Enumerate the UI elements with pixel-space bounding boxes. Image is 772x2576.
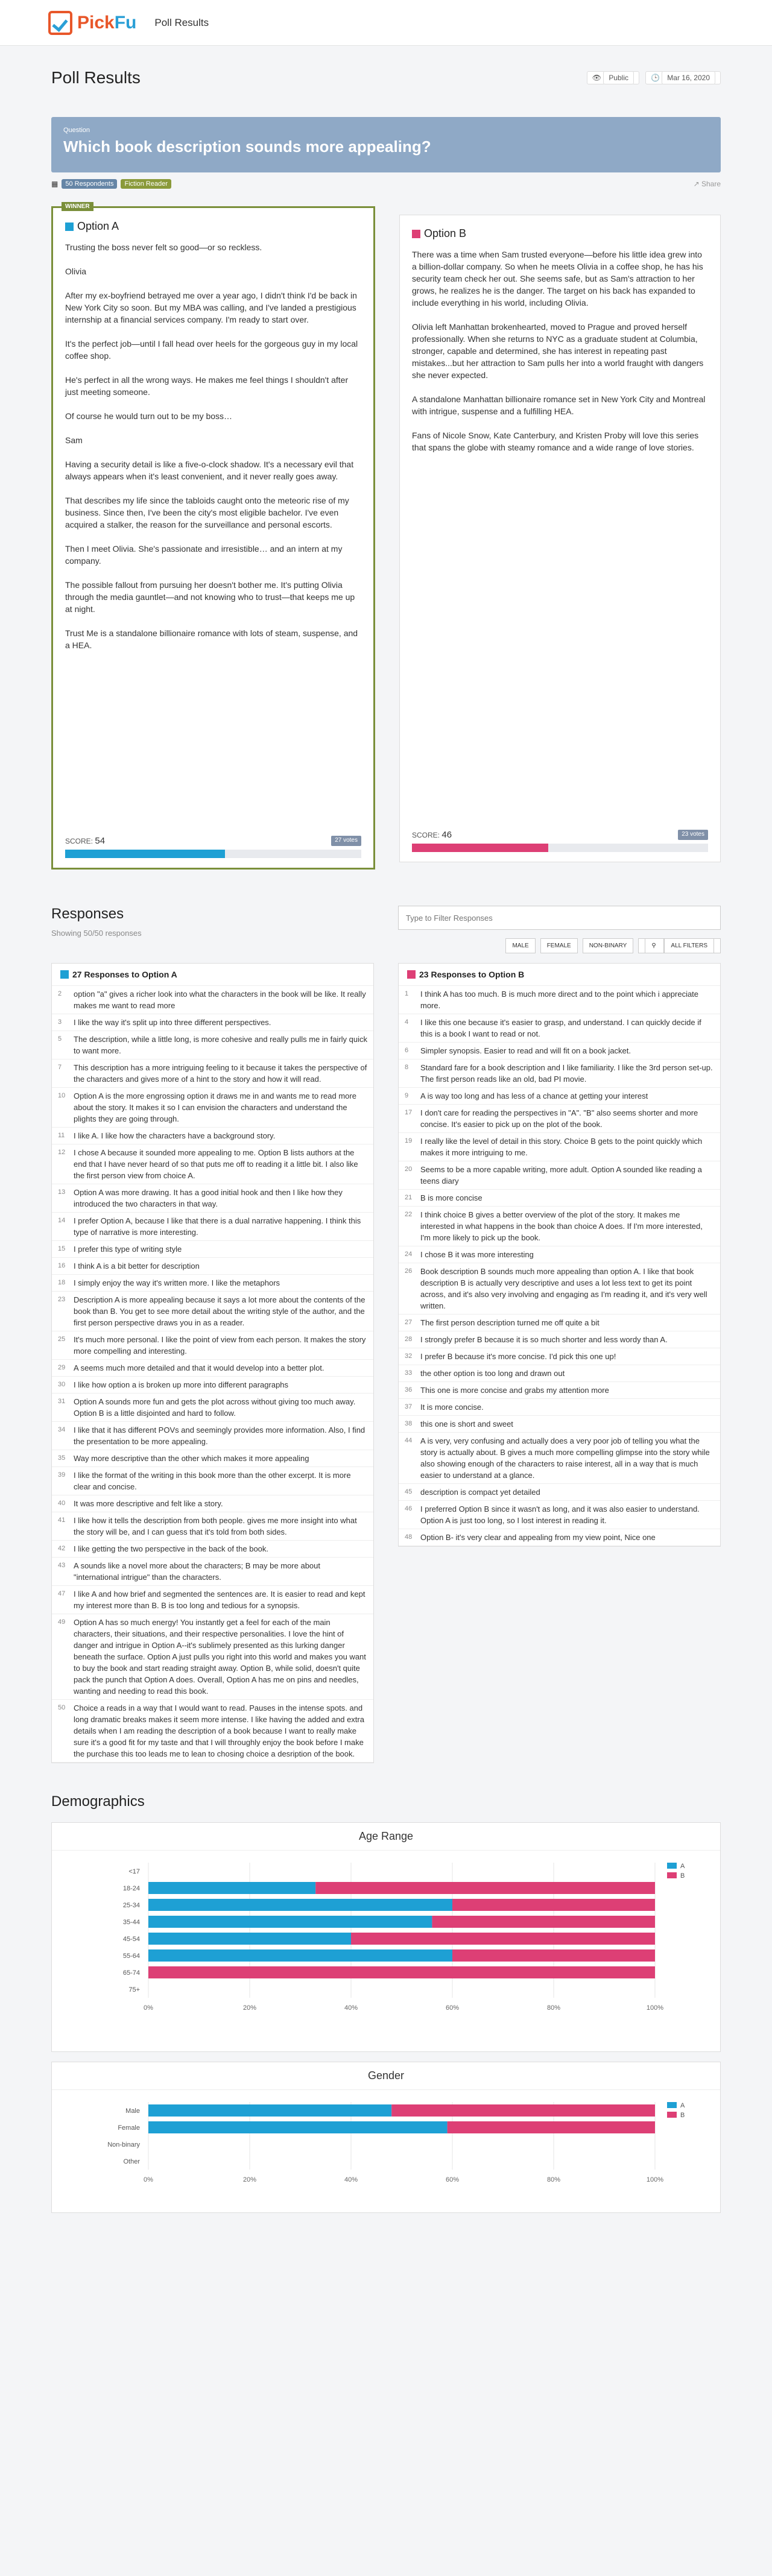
bar-segment-b-65-74[interactable] [148, 1966, 655, 1978]
response-text: Standard fare for a book description and I like familiarity. I like the 3rd person set-up. The first person reads like an old, bad PI movie. [420, 1063, 713, 1084]
response-item [399, 1365, 720, 1382]
response-item [52, 1495, 373, 1512]
logo-text-fu: Fu [114, 12, 137, 33]
response-number: 21 [405, 1194, 413, 1201]
age-chart-title: Age Range [52, 1823, 720, 1851]
response-number: 30 [58, 1381, 66, 1388]
option-a-responses-title: 27 Responses to Option A [72, 970, 177, 979]
response-item [52, 1031, 373, 1059]
response-text: Book description B sounds much more appealing than option A. I like that book description B is actually very descriptive and uses a lot less text to get its point across, and it's also very involving and engaging as I'm reading it, and it's very well written. [420, 1267, 707, 1310]
response-number: 32 [405, 1353, 413, 1360]
response-item [399, 986, 720, 1014]
respondents-icon: ▦ [51, 180, 59, 188]
response-text: It is more concise. [420, 1403, 484, 1412]
category-label: Non-binary [107, 2141, 140, 2148]
x-tick-label: 60% [445, 2176, 460, 2183]
response-item [399, 1059, 720, 1088]
option-b-score-bar [412, 844, 708, 852]
legend-label: A [680, 1863, 685, 1870]
response-number: 28 [405, 1336, 413, 1343]
response-number: 20 [405, 1166, 413, 1173]
legend-label: B [680, 1872, 685, 1880]
response-text: I prefer B because it's more concise. I'd pick this one up! [420, 1352, 616, 1361]
response-item [52, 1360, 373, 1377]
response-text: Option A is the more engrossing option it draws me in and wants me to read more about the story. It makes it so I can envision the characters and understand the plights they are going through. [74, 1091, 356, 1123]
response-number: 16 [58, 1262, 66, 1269]
response-text: Option B- it's very clear and appealing from my view point, Nice one [420, 1533, 656, 1542]
response-number: 8 [405, 1064, 409, 1071]
response-item [399, 1416, 720, 1433]
response-text: It was more descriptive and felt like a story. [74, 1499, 223, 1508]
response-item [399, 1207, 720, 1246]
option-b-title: Option B [424, 227, 467, 239]
response-item [52, 1422, 373, 1450]
response-text: Simpler synopsis. Easier to read and will fit on a book jacket. [420, 1046, 631, 1055]
category-label: 35-44 [122, 1919, 140, 1926]
response-item [52, 1258, 373, 1275]
response-item [52, 1088, 373, 1128]
option-a-paragraph: Sam [65, 435, 83, 445]
logo-text-pick: Pick [77, 12, 115, 33]
question-text: Which book description sounds more appealing? [63, 137, 431, 156]
option-a-paragraph: Having a security detail is like a five-o-clock shadow. It's a necessary evil that always appears when it's least convenient, and it never really goes away. [65, 459, 354, 481]
response-text: I think A has too much. B is much more direct and to the point which i appreciate more. [420, 990, 699, 1010]
share-label: Share [701, 180, 721, 188]
option-b-paragraph: Olivia left Manhattan brokenhearted, moved to Prague and proved herself professionally. When she returns to NYC as a graduate student at Columbia, stronger, capable and determined, she has interest in repeating past mistakes...but her attraction to Sam pulls her into a world fraught with dangers she never expected. [412, 322, 704, 380]
legend-label: A [680, 2102, 685, 2109]
response-number: 11 [58, 1132, 65, 1139]
option-a-votes: 27 votes [331, 836, 361, 846]
response-text: I like how it tells the description from both people. gives me more insight into what the story will be, and I can guess that it's told from both sides. [74, 1516, 357, 1536]
option-b-responses-title: 23 Responses to Option B [419, 970, 525, 979]
date-badge: 🕒 Mar 16, 2020 [645, 71, 721, 84]
option-a-color-swatch [65, 223, 74, 231]
response-text: I like A. I like how the characters have a background story. [74, 1131, 276, 1140]
response-number: 36 [405, 1386, 413, 1394]
gender-chart [51, 2062, 721, 2213]
response-text: I prefer Option A, because I like that there is a dual narrative happening. I think this type of narrative is more interesting. [74, 1216, 361, 1237]
responses-count: Showing 50/50 responses [51, 929, 142, 938]
demographics-title: Demographics [51, 1793, 145, 1810]
response-item [399, 1433, 720, 1484]
response-item [52, 1512, 373, 1541]
response-item [399, 1088, 720, 1105]
bar-segment-b-25-34[interactable] [452, 1899, 655, 1911]
response-number: 17 [405, 1109, 413, 1116]
response-number: 33 [405, 1369, 413, 1377]
response-text: description is compact yet detailed [420, 1488, 540, 1497]
response-text: I like the way it's split up into three different perspectives. [74, 1018, 271, 1027]
response-number: 1 [405, 990, 409, 997]
option-a-paragraph: After my ex-boyfriend betrayed me over a year ago, I didn't think I'd be back in New York City so soon. But my MBA was calling, and I've landed a prestigious internship at a financial services company. I'm ready to start over. [65, 291, 357, 324]
response-item [52, 1241, 373, 1258]
response-number: 31 [58, 1398, 66, 1405]
option-a-paragraph: That describes my life since the tabloids caught onto the meteoric rise of my business. Since then, I've been the city's most eligible bachelor. I've even acquired a stalker, the reason for the surveillance and personal escorts. [65, 496, 349, 529]
response-item [399, 1133, 720, 1161]
response-number: 37 [405, 1403, 413, 1410]
response-text: I think choice B gives a better overview of the plot of the story. It makes me interested in what happens in the book than choice A does. If I'm more interested, I'm more likely to pick up the book. [420, 1210, 703, 1242]
response-text: I preferred Option B since it wasn't as long, and it was also easier to understand. Option A is just too long, so I lost interest in reading it. [420, 1504, 700, 1525]
filter-icon: ⚲ [645, 938, 664, 953]
response-number: 44 [405, 1437, 413, 1444]
pickfu-logo[interactable] [48, 11, 136, 35]
option-b-score-fill [412, 844, 548, 852]
response-item [399, 1399, 720, 1416]
bar-segment-b-female[interactable] [448, 2121, 655, 2133]
response-text: I like the format of the writing in this book more than the other excerpt. It is more clear and concise. [74, 1471, 351, 1491]
respondents-tag[interactable]: 50 Respondents [62, 179, 117, 189]
response-number: 6 [405, 1047, 409, 1054]
x-tick-label: 60% [445, 2004, 460, 2012]
category-label: 45-54 [122, 1936, 140, 1943]
option-a-score-value: 54 [95, 836, 106, 846]
response-text: This description has a more intriguing feeling to it because it takes the perspective of the characters and gives more of a hint to the story and how it will read. [74, 1063, 367, 1084]
category-label: 25-34 [122, 1902, 140, 1909]
option-a-score-fill [65, 850, 225, 858]
bar-segment-a-35-44[interactable] [148, 1916, 432, 1928]
response-text: I chose B it was more interesting [420, 1250, 534, 1259]
option-a-paragraph: It's the perfect job—until I fall head over heels for the gorgeous guy in my local coffee shop. [65, 339, 358, 361]
response-number: 23 [58, 1296, 66, 1303]
option-a-paragraph: Trusting the boss never felt so good—or so reckless. [65, 242, 262, 252]
option-b-score-label: SCORE: [412, 831, 440, 839]
response-item [399, 1161, 720, 1190]
response-number: 13 [58, 1189, 66, 1196]
response-item [52, 1541, 373, 1558]
question-banner [51, 117, 721, 172]
response-number: 43 [58, 1562, 66, 1569]
response-number: 2 [58, 990, 62, 997]
option-b-responses-list [398, 963, 721, 1547]
option-a-paragraph: Then I meet Olivia. She's passionate and irresistible… and an intern at my company. [65, 544, 343, 566]
response-item [399, 1529, 720, 1546]
x-tick-label: 0% [144, 2176, 153, 2183]
option-b-color-swatch [412, 230, 420, 238]
response-item [399, 1014, 720, 1043]
response-item [399, 1043, 720, 1059]
x-tick-label: 100% [646, 2176, 664, 2183]
response-text: I like A and how brief and segmented the sentences are. It is easier to read and kept my interest more than B. B is too long and tedious for a synopsis. [74, 1589, 365, 1610]
response-item [399, 1382, 720, 1399]
bar-segment-b-35-44[interactable] [432, 1916, 655, 1928]
response-text: A seems much more detailed and that it would develop into a better plot. [74, 1363, 324, 1372]
category-label: Male [125, 2107, 140, 2115]
response-item [52, 1450, 373, 1467]
option-a-card [51, 203, 375, 870]
response-text: this one is short and sweet [420, 1419, 513, 1428]
all-filters-button[interactable] [638, 938, 721, 953]
response-number: 45 [405, 1488, 413, 1495]
response-item [52, 1184, 373, 1213]
category-label: 65-74 [122, 1969, 140, 1977]
response-number: 3 [58, 1018, 62, 1026]
response-number: 42 [58, 1545, 66, 1552]
option-b-list-swatch [407, 970, 416, 979]
responses-title: Responses [51, 906, 124, 922]
category-label: Other [123, 2158, 140, 2165]
top-navbar [0, 0, 772, 46]
gender-chart-title: Gender [52, 2062, 720, 2090]
option-b-card [399, 215, 721, 862]
response-text: Seems to be a more capable writing, more adult. Option A sounded like reading a teens diary [420, 1165, 702, 1185]
bar-segment-a-25-34[interactable] [148, 1899, 452, 1911]
response-item [399, 1484, 720, 1501]
response-text: I prefer this type of writing style [74, 1245, 182, 1254]
nav-title: Poll Results [154, 16, 209, 28]
response-text: B is more concise [420, 1193, 482, 1202]
bar-segment-a-male[interactable] [148, 2104, 391, 2117]
response-item [52, 1700, 373, 1763]
option-a-score [65, 836, 105, 846]
category-label: <17 [128, 1868, 140, 1875]
option-a-paragraph: He's perfect in all the wrong ways. He makes me feel things I shouldn't after just meeting someone. [65, 375, 349, 397]
response-text: I strongly prefer B because it is so much shorter and less wordy than A. [420, 1335, 668, 1344]
bar-segment-a-55-64[interactable] [148, 1949, 452, 1962]
response-text: A is way too long and has less of a chance at getting your interest [420, 1091, 648, 1100]
response-item [52, 1586, 373, 1614]
response-item [399, 1263, 720, 1315]
response-number: 4 [405, 1018, 409, 1026]
response-number: 48 [405, 1533, 413, 1541]
response-number: 9 [405, 1092, 409, 1099]
option-a-list-swatch [60, 970, 69, 979]
option-b-paragraph: There was a time when Sam trusted everyone—before his little idea grew into a billion-dollar company. So when he meets Olivia in a coffee shop, he has his security team check her out. She seems safe, but as Sam's attraction to her grows, he realizes he is the danger. The target on his back has expanded to include everything in his world, including Olivia. [412, 250, 703, 308]
audience-tag[interactable]: Fiction Reader [121, 179, 171, 189]
gender-bar-chart [52, 2090, 720, 2211]
option-a-paragraph: Trust Me is a standalone billionaire romance with lots of steam, suspense, and a HEA. [65, 628, 358, 650]
option-a-paragraph: Olivia [65, 267, 87, 276]
response-item [52, 1128, 373, 1144]
response-number: 46 [405, 1505, 413, 1512]
response-text: Way more descriptive than the other which makes it more appealing [74, 1454, 309, 1463]
response-text: Option A sounds more fun and gets the plot across without giving too much away. Option B is a little disjointed and hard to follow. [74, 1397, 356, 1418]
response-item [52, 1331, 373, 1360]
option-b-paragraph: Fans of Nicole Snow, Kate Canterbury, and Kristen Proby will love this series that spans the globe with steamy romance and a wide range of love stories. [412, 431, 699, 452]
date-text: Mar 16, 2020 [662, 71, 715, 84]
x-tick-label: 20% [242, 2176, 257, 2183]
response-item [399, 1105, 720, 1133]
bar-segment-b-18-24[interactable] [315, 1882, 655, 1894]
x-tick-label: 80% [546, 2004, 561, 2012]
response-text: I think A is a bit better for description [74, 1261, 200, 1271]
option-a-title: Option A [77, 220, 119, 232]
age-range-chart [51, 1822, 721, 2052]
response-text: Description A is more appealing because it says a lot more about the contents of the book than B. You get to see more detail about the writing style of the author, and the first person perspective draws you in as a reader. [74, 1295, 365, 1327]
legend-swatch-b [667, 2112, 677, 2118]
x-tick-label: 20% [242, 2004, 257, 2012]
option-a-paragraph: Of course he would turn out to be my boss… [65, 411, 233, 421]
filter-nonbinary-button[interactable]: NON-BINARY [583, 938, 634, 953]
response-text: The first person description turned me off quite a bit [420, 1318, 600, 1327]
response-text: I don't care for reading the perspectives in "A". "B" also seems shorter and more concise. It's easier to pick up on the plot of the book. [420, 1108, 698, 1129]
legend-swatch-a [667, 1863, 677, 1869]
option-a-score-label: SCORE: [65, 837, 93, 845]
response-item [399, 1331, 720, 1348]
logo-check-icon [48, 11, 72, 35]
response-text: I really like the level of detail in this story. Choice B gets to the point quickly which makes it more intriguing to me. [420, 1137, 703, 1157]
response-number: 27 [405, 1319, 413, 1326]
response-text: Option A was more drawing. It has a good initial hook and then I like how they introduced the two characters in that way. [74, 1188, 343, 1208]
response-text: I like getting the two perspective in the back of the book. [74, 1544, 269, 1553]
all-filters-label: ALL FILTERS [664, 938, 714, 953]
x-tick-label: 40% [344, 2176, 358, 2183]
response-number: 25 [58, 1336, 66, 1343]
bar-segment-a-female[interactable] [148, 2121, 448, 2133]
legend-swatch-b [667, 1872, 677, 1878]
response-number: 38 [405, 1420, 413, 1427]
response-number: 29 [58, 1364, 66, 1371]
x-tick-label: 0% [144, 2004, 153, 2012]
response-number: 22 [405, 1211, 413, 1218]
response-item [52, 1275, 373, 1292]
response-item [399, 1190, 720, 1207]
legend-swatch-a [667, 2102, 677, 2108]
response-item [52, 986, 373, 1014]
response-text: This one is more concise and grabs my attention more [420, 1386, 609, 1395]
option-a-score-bar [65, 850, 361, 858]
response-item [52, 1059, 373, 1088]
option-b-paragraph: A standalone Manhattan billionaire romance set in New York City and Montreal with intrigue, suspense and a fulfilling HEA. [412, 394, 706, 416]
option-a-description [65, 241, 361, 651]
bar-segment-b-male[interactable] [391, 2104, 655, 2117]
response-number: 7 [58, 1064, 62, 1071]
option-b-score-value: 46 [441, 830, 452, 840]
response-item [52, 1394, 373, 1422]
response-item [52, 1614, 373, 1700]
category-label: 18-24 [122, 1885, 140, 1892]
response-item [52, 1377, 373, 1394]
response-text: I chose A because it sounded more appealing to me. Option B lists authors at the end that I have never heard of so that puts me off to reading it a little bit. I also like the first person view from choice A. [74, 1148, 358, 1180]
response-text: I like how option a is broken up more into different paragraphs [74, 1380, 289, 1389]
response-number: 24 [405, 1251, 413, 1258]
share-icon: ↗ [693, 180, 700, 188]
response-number: 19 [405, 1137, 413, 1144]
response-text: Option A has so much energy! You instantly get a feel for each of the main characters, their situations, and their respective personalities. I love the hint of danger and intrigue in Option A--it's sublimely presented as this lurking danger beneath the surface. Option A just pulls you right into this world and makes you want to buy the book and start reading straight away. Option B, while solid, doesn't quite pack the punch that Option A does. Overall, Option A has me on pins and needles, wanting and needing to read this book. [74, 1618, 366, 1696]
filter-responses-input[interactable] [398, 906, 721, 930]
response-text: I like this one because it's easier to grasp, and understand. I can quickly decide if this is a book I want to read or not. [420, 1018, 701, 1038]
response-text: the other option is too long and drawn out [420, 1369, 565, 1378]
response-number: 26 [405, 1267, 413, 1275]
response-number: 49 [58, 1618, 66, 1626]
legend-label: B [680, 2112, 685, 2119]
response-number: 47 [58, 1590, 66, 1597]
response-text: I simply enjoy the way it's written more. I like the metaphors [74, 1278, 280, 1287]
response-text: A is very, very confusing and actually does a very poor job of telling you what the story is actually about. B gives a much more compelling glimpse into the story while also showing enough of the characters to raise interest, all in a way that is much easier to understand at a glance. [420, 1436, 710, 1480]
option-b-score [412, 830, 452, 840]
response-item [52, 1292, 373, 1331]
filter-female-button[interactable]: FEMALE [540, 938, 578, 953]
response-text: Choice a reads in a way that I would want to read. Pauses in the intense spots. and long dramatic breaks makes it seem more intense. I like having the added and extra details when I am reading the description of a book because I want to really make sure it's a good fit for my taste and that I will throughly enjoy the book before I make the purchase this too leads me to lean to chosing choice a desription of the book. [74, 1703, 364, 1758]
response-item [52, 1558, 373, 1586]
response-item [399, 1315, 720, 1331]
response-text: option "a" gives a richer look into what the characters in the book will be like. It really makes me want to read more [74, 990, 366, 1010]
response-number: 14 [58, 1217, 66, 1224]
question-label: Question [63, 127, 90, 134]
bar-segment-a-18-24[interactable] [148, 1882, 315, 1894]
bar-segment-a-45-54[interactable] [148, 1933, 351, 1945]
page-title: Poll Results [51, 68, 141, 87]
age-range-bar-chart [52, 1851, 720, 2050]
option-a-paragraph: The possible fallout from pursuing her doesn't bother me. It's putting Olivia through the media gauntlet—and not knowing who to trust—that keeps me up at night. [65, 580, 355, 614]
x-tick-label: 80% [546, 2176, 561, 2183]
bar-segment-b-45-54[interactable] [351, 1933, 655, 1945]
category-label: 55-64 [122, 1953, 140, 1960]
option-b-description [412, 248, 708, 453]
response-number: 50 [58, 1704, 66, 1711]
response-number: 39 [58, 1471, 66, 1479]
bar-segment-b-55-64[interactable] [452, 1949, 655, 1962]
response-item [52, 1213, 373, 1241]
response-item [52, 1144, 373, 1184]
response-number: 35 [58, 1454, 66, 1462]
option-a-responses-list [51, 963, 374, 1763]
share-button[interactable] [694, 180, 721, 188]
response-number: 40 [58, 1500, 66, 1507]
response-text: The description, while a little long, is more cohesive and really pulls me in fairly quick to want more. [74, 1035, 367, 1055]
response-text: I like that it has different POVs and seemingly provides more information. Also, I find the presentation to be more appealing. [74, 1425, 365, 1446]
response-number: 18 [58, 1279, 66, 1286]
response-number: 41 [58, 1517, 66, 1524]
visibility-badge: 👁 Public [587, 71, 639, 84]
response-number: 34 [58, 1426, 66, 1433]
category-label: Female [118, 2124, 140, 2132]
winner-badge: WINNER [62, 202, 93, 211]
response-text: It's much more personal. I like the point of view from each person. It makes the story more compelling and interesting. [74, 1335, 366, 1356]
response-item [399, 1246, 720, 1263]
response-number: 5 [58, 1035, 62, 1043]
response-item [52, 1467, 373, 1495]
filter-male-button[interactable]: MALE [505, 938, 535, 953]
visibility-text: Public [603, 71, 634, 84]
x-tick-label: 40% [344, 2004, 358, 2012]
response-item [399, 1501, 720, 1529]
category-label: 75+ [128, 1986, 140, 1994]
response-item [52, 1014, 373, 1031]
option-b-votes: 23 votes [678, 830, 708, 840]
x-tick-label: 100% [646, 2004, 664, 2012]
response-item [399, 1348, 720, 1365]
response-number: 12 [58, 1149, 66, 1156]
response-number: 10 [58, 1092, 66, 1099]
response-number: 15 [58, 1245, 66, 1252]
response-text: A sounds like a novel more about the characters; B may be more about "international intrigue" than the characters. [74, 1561, 321, 1582]
